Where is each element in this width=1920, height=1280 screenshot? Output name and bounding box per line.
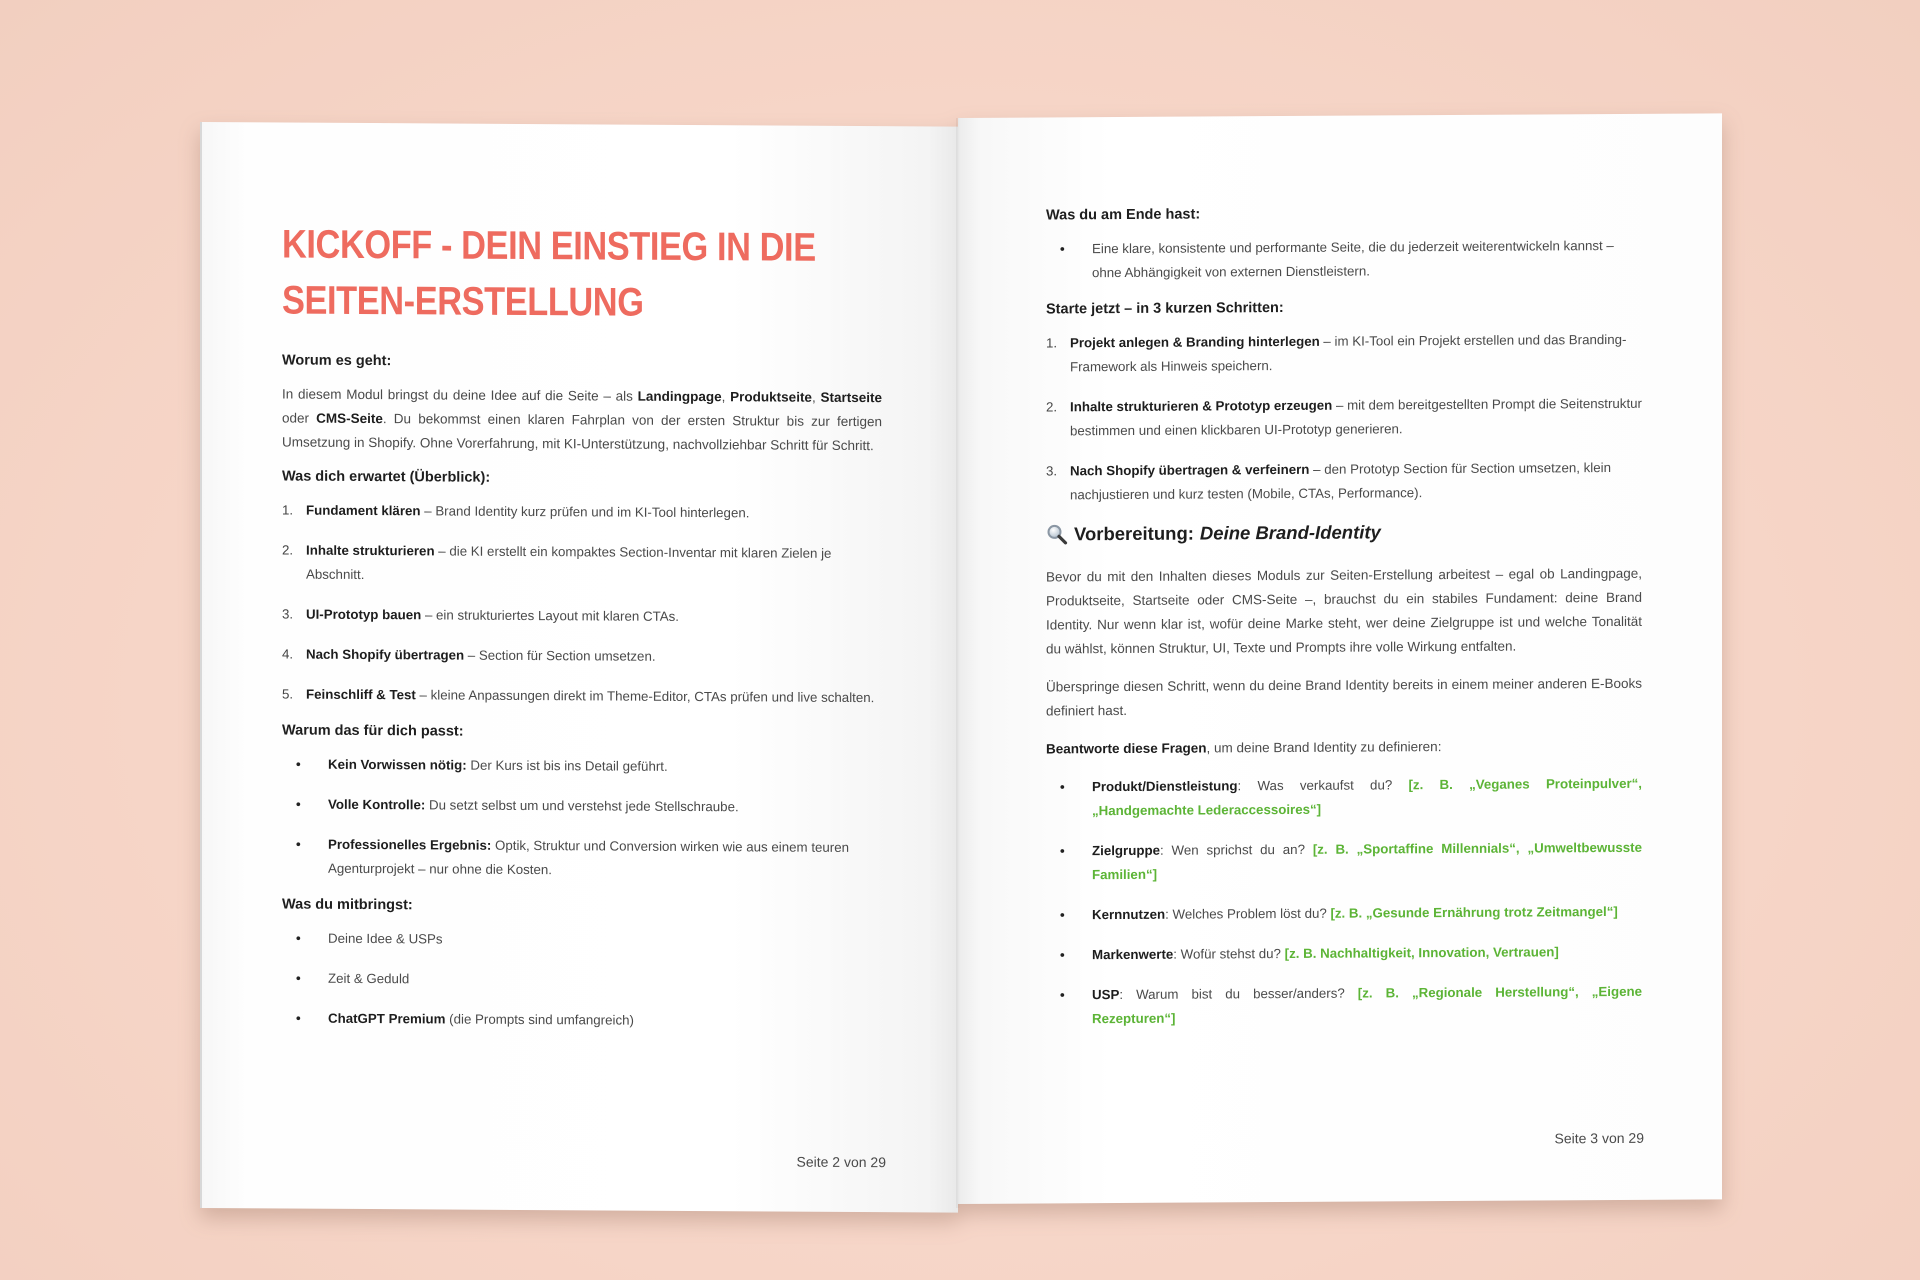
right-page-content (1046, 204, 1642, 1048)
bullet-icon: • (296, 796, 301, 812)
bullet-icon: • (296, 836, 301, 852)
item-text: : Was verkaufst du? (1237, 777, 1409, 794)
bold-run: Beantworte diese Fragen (1046, 740, 1207, 757)
left-page-content (282, 217, 882, 1051)
start-steps-list (1046, 328, 1642, 508)
intro-heading: Worum es geht: (282, 352, 392, 370)
example-text: [z. B. „Gesunde Ernährung trotz Zeitmangel“] (1330, 903, 1618, 921)
list-item (1046, 234, 1642, 286)
list-item (282, 753, 882, 781)
why-heading: Warum das für dich passt: (282, 722, 464, 740)
item-text: – den Prototyp Section für Section umsetzen, klein nachjustieren und kurz testen (Mobile, CTAs, Performance). (1070, 460, 1611, 503)
item-text: – Brand Identity kurz prüfen und im KI-Tool hinterlegen. (420, 503, 750, 521)
item-bold: ChatGPT Premium (328, 1010, 446, 1027)
item-bold: Feinschliff & Test (306, 686, 416, 703)
bullet-icon: • (1060, 907, 1065, 923)
list-item (1046, 940, 1642, 968)
item-bold: UI-Prototyp bauen (306, 606, 422, 623)
prep-paragraph-2: Überspringe diesen Schritt, wenn du deine Brand Identity bereits in einem meiner anderen E-Books definiert hast. (1046, 675, 1642, 719)
bullet-icon: • (1060, 779, 1065, 795)
page-title (282, 217, 884, 333)
item-bold: Produkt/Dienstleistung (1092, 778, 1238, 795)
bold-run: Startseite (820, 389, 882, 406)
item-bold: Markenwerte (1092, 946, 1174, 963)
list-marker: 5. (282, 686, 294, 702)
example-text: [z. B. Nachhaltigkeit, Innovation, Vertrauen] (1284, 944, 1559, 962)
overview-list (282, 499, 882, 711)
list-item (1046, 980, 1642, 1032)
bullet-icon: • (1060, 843, 1065, 859)
item-text: Du setzt selbst um und verstehst jede Stellschraube. (425, 797, 739, 815)
list-item (1046, 772, 1642, 824)
list-item (282, 683, 882, 711)
text-run: , (721, 389, 731, 405)
item-text: Deine Idee & USPs (328, 930, 443, 947)
example-text: [z. B. „Veganes Proteinpulver“, „Handgemachte Lederaccessoires“] (1092, 775, 1642, 819)
list-item (1046, 836, 1642, 888)
item-text: : Wen sprichst du an? (1159, 841, 1313, 858)
bullet-icon: • (296, 970, 301, 986)
start-heading: Starte jetzt – in 3 kurzen Schritten: (1046, 300, 1284, 318)
list-item (282, 1007, 882, 1035)
open-booklet (200, 118, 1722, 1212)
item-text: – die KI erstellt ein kompaktes Section-Inventar mit klaren Zielen je Abschnitt. (306, 543, 832, 583)
page-number: Seite 3 von 29 (1554, 1129, 1644, 1147)
list-item (1046, 392, 1642, 444)
list-item (282, 539, 882, 591)
item-bold: Volle Kontrolle: (328, 796, 426, 813)
item-bold: Inhalte strukturieren (306, 542, 435, 559)
list-item (1046, 328, 1642, 380)
why-list (282, 753, 882, 885)
example-text: [z. B. „Sportaffine Millennials“, „Umweltbewusste Familien“] (1092, 839, 1642, 883)
title-line-2: SEITEN-ERSTELLUNG (282, 278, 644, 325)
prep-heading (1046, 520, 1642, 546)
text-run: In diesem Modul bringst du deine Idee auf die Seite – als (282, 386, 638, 404)
text-run: , (811, 389, 821, 405)
right-page (958, 113, 1722, 1204)
item-text: – im KI-Tool ein Projekt erstellen und das Branding-Framework als Hinweis speichern. (1070, 331, 1627, 375)
text-run: oder (282, 410, 317, 426)
item-text: : Wofür stehst du? (1173, 946, 1285, 962)
bold-run: CMS-Seite (316, 410, 383, 427)
text-run: , um deine Brand Identity zu definieren: (1206, 739, 1442, 756)
example-text: [z. B. „Regionale Herstellung“, „Eigene Rezepturen“] (1092, 983, 1642, 1027)
book-spine (956, 118, 960, 1208)
item-text: Optik, Struktur und Conversion wirken wie aus einem teuren Agenturprojekt – nur ohne die Kosten. (328, 837, 850, 878)
item-bold: Inhalte strukturieren & Prototyp erzeugen (1070, 397, 1333, 415)
list-marker: 2. (1046, 399, 1058, 415)
bullet-icon: • (296, 930, 301, 946)
bring-heading: Was du mitbringst: (282, 896, 413, 914)
list-marker: 4. (282, 646, 294, 662)
list-item (282, 643, 882, 671)
end-list (1046, 234, 1642, 286)
bullet-icon: • (1060, 947, 1065, 963)
item-text: Zeit & Geduld (328, 970, 410, 987)
left-page (200, 122, 958, 1213)
item-bold: Nach Shopify übertragen (306, 646, 465, 663)
item-bold: Kein Vorwissen nötig: (328, 756, 467, 773)
bold-run: Landingpage (637, 388, 722, 405)
prep-heading-text: Vorbereitung: (1074, 522, 1194, 545)
item-text: – kleine Anpassungen direkt im Theme-Editor, CTAs prüfen und live schalten. (415, 687, 875, 706)
item-bold: Zielgruppe (1092, 842, 1160, 859)
list-marker: 3. (1046, 463, 1058, 479)
item-text: – Section für Section umsetzen. (464, 647, 656, 664)
item-bold: Fundament klären (306, 502, 421, 519)
questions-intro (1046, 734, 1642, 762)
bring-list (282, 927, 882, 1035)
prep-paragraph-1: Bevor du mit den Inhalten dieses Moduls zur Seiten-Erstellung arbeitest – egal ob Landingpage, Produktseite, Startseite oder CMS-Seite –, brauchst du ein stabiles Fundament: deine Brand Identity. Nur wenn klar ist, wofür deine Marke steht, wer deine Zielgruppe ist und welche Tonalität du wählst, können Struktur, UI, Texte und Prompts ihre volle Wirkung entfalten. (1046, 565, 1642, 657)
item-text: – mit dem bereitgestellten Prompt die Seitenstruktur bestimmen und einen klickbaren UI-Prototyp generieren. (1070, 395, 1642, 439)
list-marker: 3. (282, 606, 294, 622)
bullet-icon: • (1060, 241, 1065, 257)
item-bold: Nach Shopify übertragen & verfeinern (1070, 461, 1310, 479)
list-item (282, 499, 882, 527)
item-bold: Professionelles Ergebnis: (328, 836, 492, 853)
bullet-icon: • (1060, 987, 1065, 1003)
item-text: Der Kurs ist bis ins Detail geführt. (466, 757, 668, 774)
list-item (282, 927, 882, 955)
bullet-icon: • (296, 756, 301, 772)
item-bold: USP (1092, 987, 1120, 1003)
overview-heading: Was dich erwartet (Überblick): (282, 468, 491, 486)
text-run: . Du bekommst einen klaren Fahrplan von der ersten Struktur bis zur fertigen Umsetzung in Shopify. Ohne Vorerfahrung, mit KI-Unterstützung, nachvollziehbar Schritt für Schritt. (282, 411, 882, 454)
item-text: (die Prompts sind umfangreich) (445, 1011, 634, 1028)
list-item (282, 793, 882, 821)
magnifier-icon (1046, 523, 1068, 545)
brand-questions-list (1046, 772, 1642, 1032)
prep-heading-italic: Deine Brand-Identity (1199, 521, 1381, 544)
title-line-1: KICKOFF - DEIN EINSTIEG IN DIE (282, 222, 816, 270)
list-item (1046, 900, 1642, 928)
list-item (282, 603, 882, 631)
bullet-icon: • (296, 1010, 301, 1026)
intro-paragraph (282, 383, 882, 459)
item-bold: Projekt anlegen & Branding hinterlegen (1070, 333, 1320, 351)
list-item (1046, 456, 1642, 508)
list-item (282, 967, 882, 995)
list-item (282, 833, 882, 885)
item-text: Eine klare, konsistente und performante Seite, die du jederzeit weiterentwickeln kannst – ohne Abhängigkeit von externen Dienstleistern. (1092, 237, 1614, 281)
item-text: : Warum bist du besser/anders? (1119, 985, 1358, 1003)
item-text: – ein strukturiertes Layout mit klaren CTAs. (421, 607, 679, 624)
item-bold: Kernnutzen (1092, 906, 1166, 923)
list-marker: 1. (282, 502, 294, 518)
end-heading: Was du am Ende hast: (1046, 206, 1201, 224)
page-number: Seite 2 von 29 (796, 1153, 886, 1171)
item-text: : Welches Problem löst du? (1165, 905, 1331, 922)
list-marker: 2. (282, 542, 294, 558)
bold-run: Produktseite (730, 389, 812, 405)
list-marker: 1. (1046, 335, 1058, 351)
